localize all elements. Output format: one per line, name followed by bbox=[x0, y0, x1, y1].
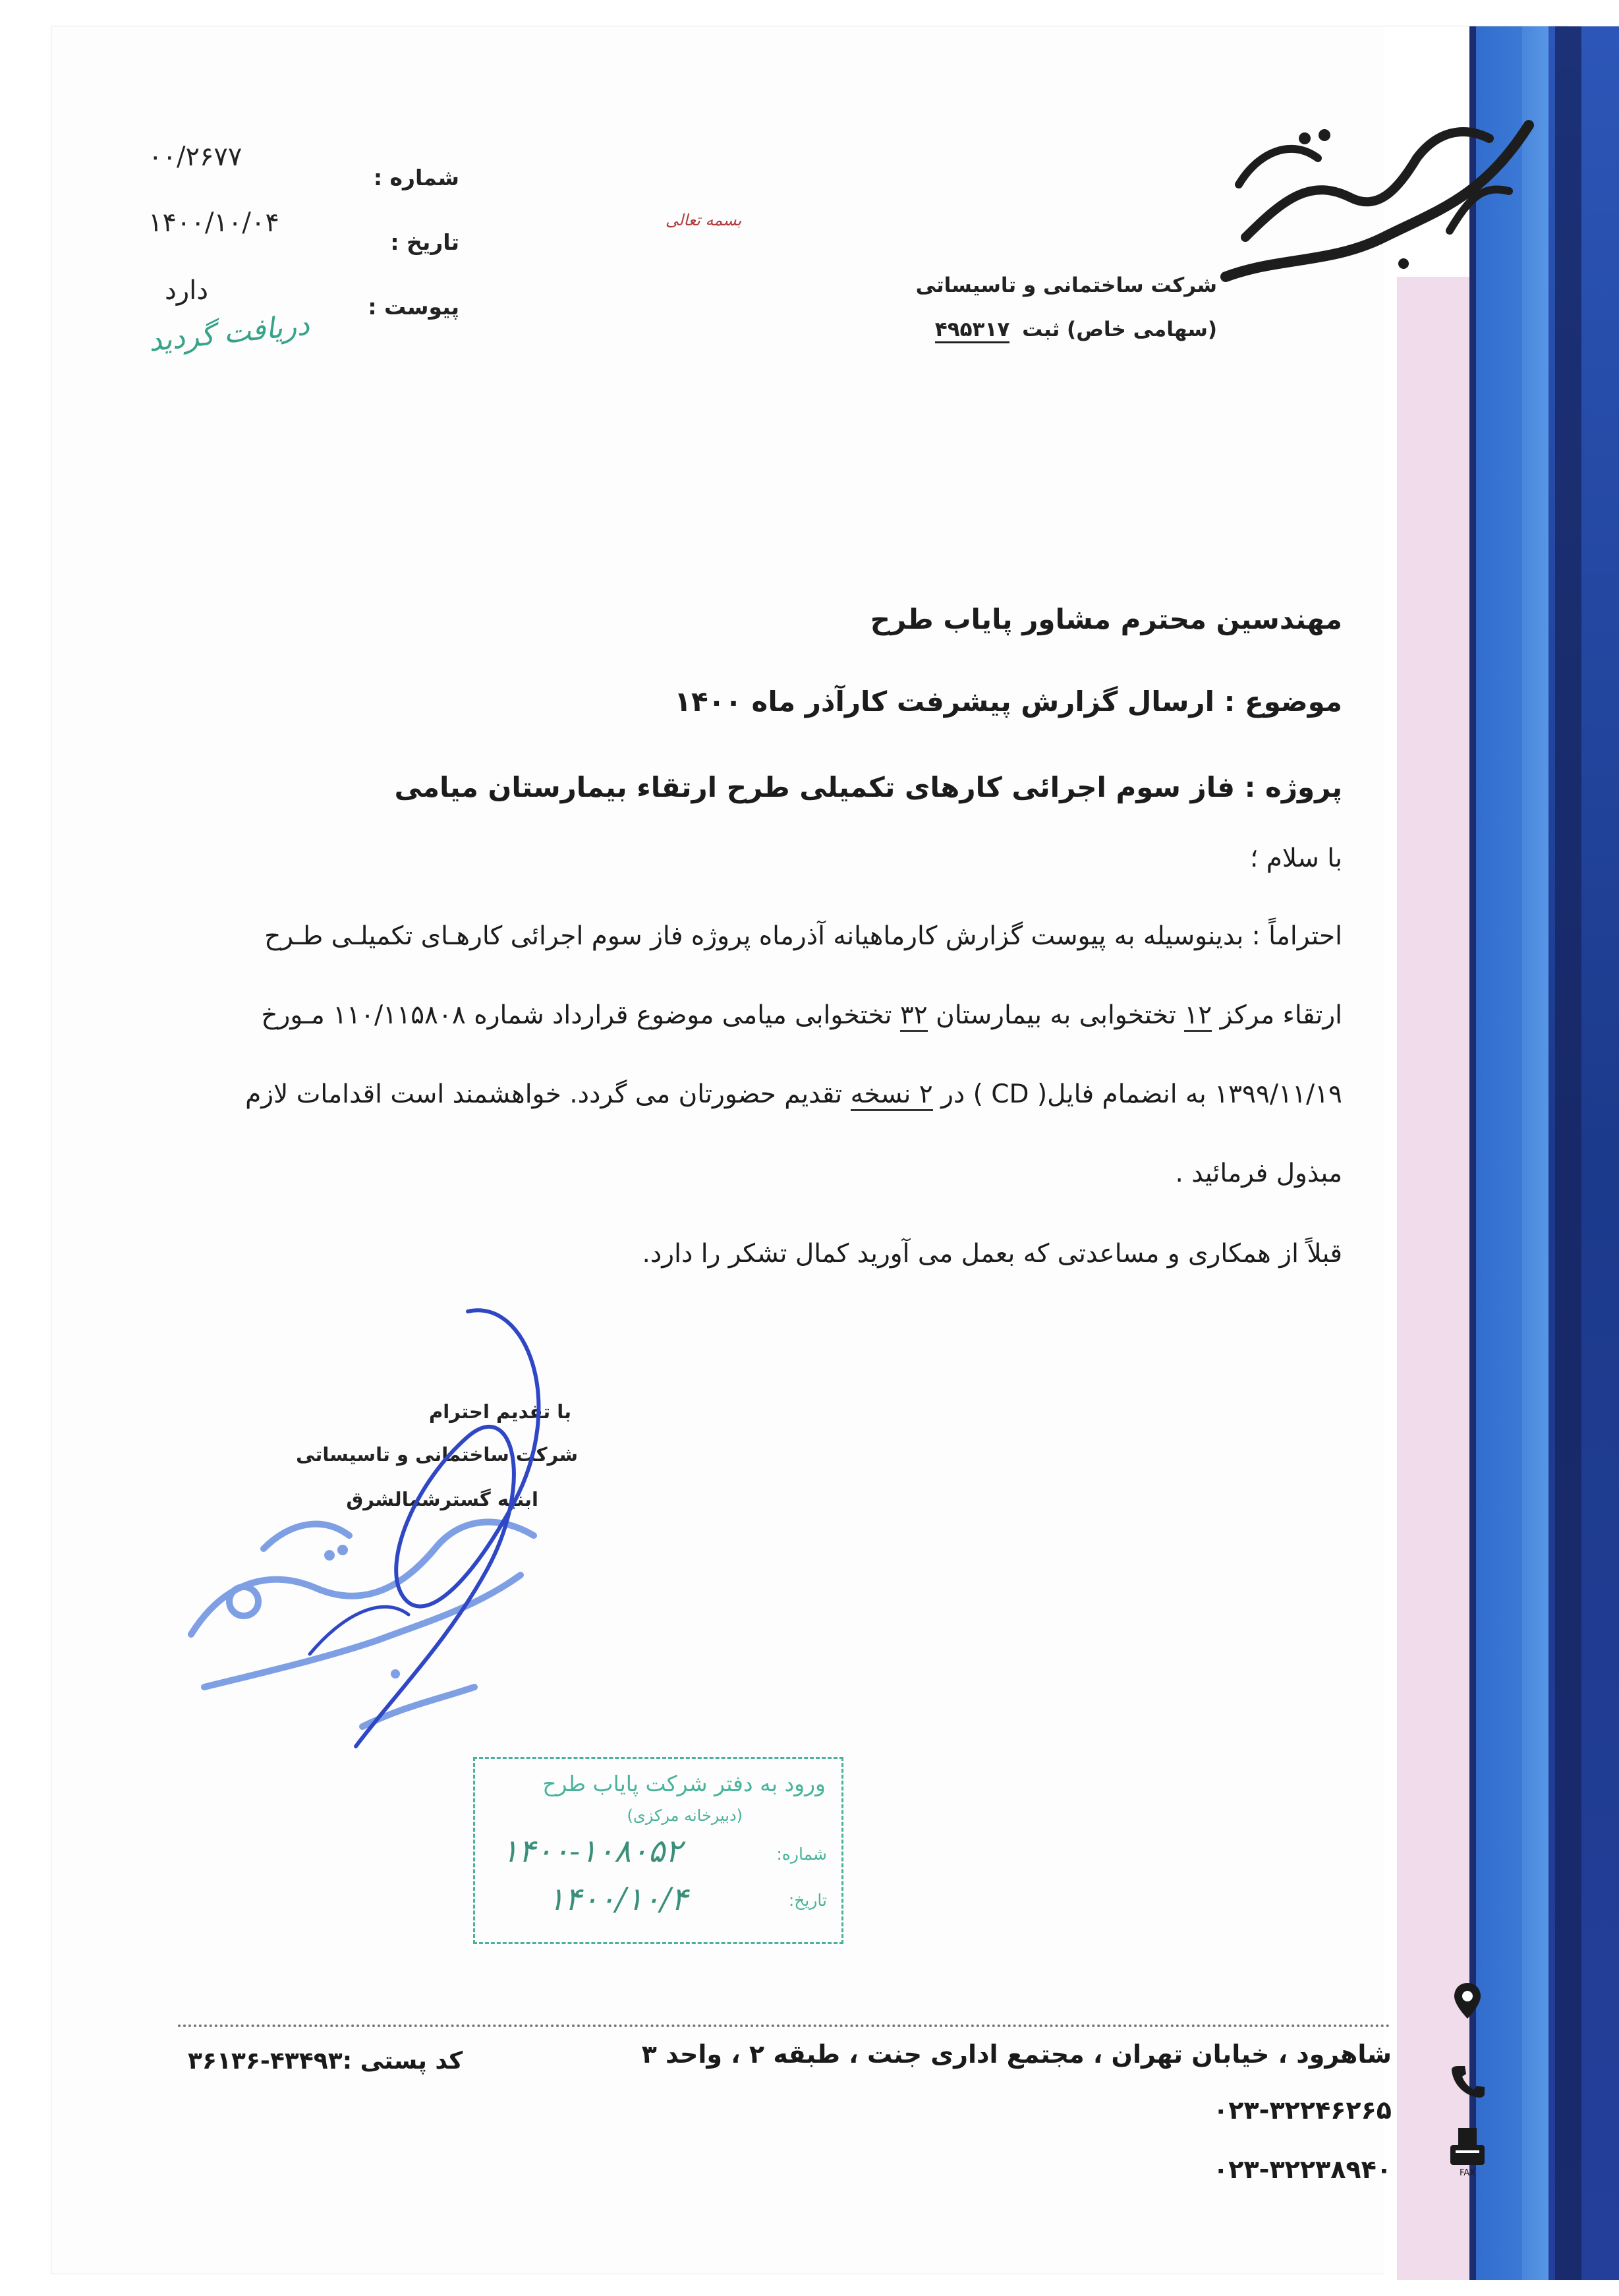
p2-part-c: تختخوابی میامی موضوع قرارداد شماره ۱۱۰/۱۱۵۸۰۸ مـورخ bbox=[261, 1000, 892, 1030]
bismillah: بسمه تعالی bbox=[666, 211, 742, 229]
stamp-number-label: شماره: bbox=[776, 1845, 827, 1864]
number-label: شماره : bbox=[373, 165, 459, 190]
p2-part-a: ارتقاء مرکز bbox=[1220, 1000, 1342, 1030]
signature-regards: با تقدیم احترام bbox=[428, 1400, 571, 1423]
company-registration bbox=[935, 318, 1217, 341]
paragraph-line-4: مبذول فرمائید . bbox=[1175, 1159, 1342, 1188]
received-stamp bbox=[473, 1757, 843, 1944]
stamp-date-handwritten: ۱۴۰۰/۱۰/۴ bbox=[548, 1881, 688, 1918]
paragraph-line-3 bbox=[245, 1079, 1342, 1109]
footer-divider bbox=[178, 2024, 1390, 2027]
attachment-label: پیوست : bbox=[368, 294, 459, 320]
company-type: شرکت ساختمانی و تاسیساتی bbox=[915, 273, 1217, 297]
p3-part-b: تقدیم حضورتان می گردد. خواهشمند است اقدامات لازم bbox=[245, 1079, 843, 1109]
company-logo bbox=[1199, 99, 1542, 297]
p2-number-2: ۳۲ bbox=[900, 1000, 928, 1032]
footer-postal-code: کد پستی :۴۳۴۹۳-۳۶۱۳۶ bbox=[188, 2048, 463, 2075]
footer-fax: ۰۲۳-۳۲۲۳۸۹۴۰ bbox=[1213, 2155, 1392, 2184]
attachment-value: دارد bbox=[165, 275, 209, 306]
p3-copies: ۲ نسخه bbox=[851, 1079, 933, 1111]
date-value: ۱۴۰۰/۱۰/۰۴ bbox=[148, 208, 279, 238]
date-label: تاریخ : bbox=[390, 229, 459, 255]
paragraph-line-1: احتراماً : بدینوسیله به پیوست گزارش کارماهیانه آذرماه پروژه فاز سوم اجرائی کارهـای تکمیلـی طـرح bbox=[264, 921, 1342, 951]
number-value: ۰۰/۲۶۷۷ bbox=[148, 142, 242, 172]
company-status: (سهامی خاص) ثبت bbox=[1022, 318, 1217, 341]
fax-icon bbox=[1446, 2125, 1489, 2178]
signature-company-name: ابنیه گسترشمالشرق bbox=[346, 1488, 538, 1510]
p3-part-a: ۱۳۹۹/۱۱/۱۹ به انضمام فایل( CD ) در bbox=[941, 1079, 1342, 1109]
p2-number-1: ۱۲ bbox=[1184, 1000, 1212, 1032]
recipient: مهندسین محترم مشاور پایاب طرح bbox=[870, 603, 1342, 635]
stamp-title: ورود به دفتر شرکت پایاب طرح bbox=[542, 1771, 826, 1796]
location-icon bbox=[1446, 1980, 1489, 2023]
stamp-subtitle: (دبیرخانه مرکزی) bbox=[627, 1806, 743, 1825]
greeting: با سلام ؛ bbox=[1249, 844, 1342, 873]
phone-icon bbox=[1446, 2059, 1489, 2102]
paragraph-line-2 bbox=[261, 1000, 1342, 1030]
handwritten-signature bbox=[250, 1285, 567, 1760]
footer-phone: ۰۲۳-۳۲۲۴۶۲۶۵ bbox=[1213, 2096, 1392, 2125]
stamp-number-handwritten: ۱۴۰۰-۱۰۸۰۵۲ bbox=[501, 1833, 683, 1870]
closing: قبلاً از همکاری و مساعدتی که بعمل می آورید کمال تشکر را دارد. bbox=[642, 1239, 1342, 1269]
decorative-side-band bbox=[1384, 26, 1619, 2280]
stamp-date-label: تاریخ: bbox=[788, 1891, 827, 1910]
signature-company-type: شرکت ساختمانی و تاسیساتی bbox=[296, 1443, 578, 1466]
project: پروژه : فاز سوم اجرائی کارهای تکمیلی طرح ارتقاء بیمارستان میامی bbox=[394, 771, 1342, 803]
handwritten-received-note: دریافت گردید bbox=[147, 308, 311, 359]
p2-part-b: تختخوابی به بیمارستان bbox=[936, 1000, 1176, 1030]
footer-address: شاهرود ، خیابان تهران ، مجتمع اداری جنت ، طبقه ۲ ، واحد ۳ bbox=[641, 2040, 1392, 2069]
registration-number: ۴۹۵۳۱۷ bbox=[935, 318, 1010, 343]
subject: موضوع : ارسال گزارش پیشرفت کارآذر ماه ۱۴۰۰ bbox=[674, 685, 1342, 718]
fax-icon-label: FAX bbox=[1459, 2168, 1476, 2178]
